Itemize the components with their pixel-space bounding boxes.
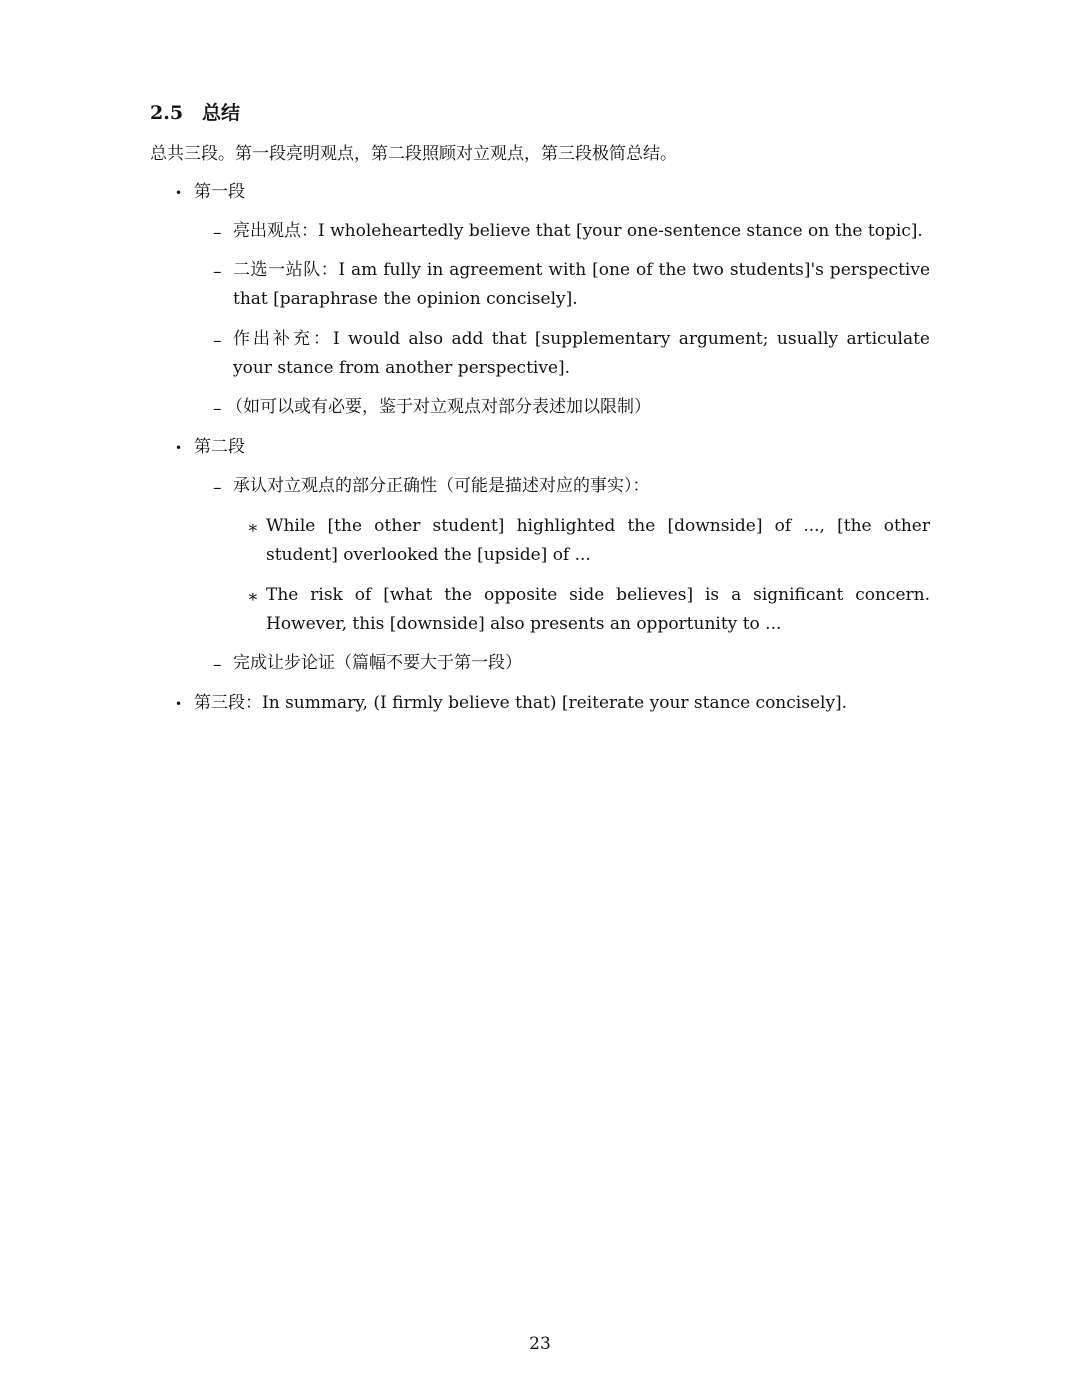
dash-marker: – bbox=[213, 399, 222, 419]
sub-item-supplement: 作出补充：I would also add that [supplementary argument; usually articulate your stance from another perspective]. bbox=[233, 329, 930, 378]
bullet-marker: • bbox=[175, 441, 183, 455]
section-number: 2.5 bbox=[150, 102, 184, 124]
sub-item-limitation: （如可以或有必要，鉴于对立观点对部分表述加以限制） bbox=[226, 397, 651, 417]
dash-marker: – bbox=[213, 655, 222, 675]
list-item-paragraph-3: 第三段：In summary, (I firmly believe that) [reiterate your stance concisely]. bbox=[194, 693, 848, 713]
bullet-marker: • bbox=[175, 186, 183, 200]
dash-marker: – bbox=[213, 223, 222, 243]
list-item-paragraph-2: 第二段 bbox=[194, 437, 245, 457]
dash-marker: – bbox=[213, 478, 222, 498]
star-marker: ∗ bbox=[247, 587, 259, 607]
dash-marker: – bbox=[213, 331, 222, 351]
star-marker: ∗ bbox=[247, 518, 259, 538]
section-title: 总结 bbox=[202, 102, 241, 124]
intro-paragraph: 总共三段。第一段亮明观点，第二段照顾对立观点，第三段极简总结。 bbox=[150, 144, 677, 164]
sub-item-concede: 承认对立观点的部分正确性（可能是描述对应的事实）： bbox=[233, 476, 650, 496]
example-sentence-2: The risk of [what the opposite side believes] is a significant concern. However, this [downside] also presents an opportunity to ... bbox=[266, 585, 930, 634]
page-number: 23 bbox=[529, 1334, 551, 1354]
dash-marker: – bbox=[213, 262, 222, 282]
sub-item-pick-side: 二选一站队：I am fully in agreement with [one of the two students]'s perspective that [paraphrase the opinion concisely]. bbox=[233, 260, 930, 309]
sub-item-state-stance: 亮出观点：I wholeheartedly believe that [your one-sentence stance on the topic]. bbox=[233, 221, 923, 241]
section-heading bbox=[150, 98, 240, 125]
sub-item-finish-concession: 完成让步论证（篇幅不要大于第一段） bbox=[233, 653, 522, 673]
bullet-marker: • bbox=[175, 697, 183, 711]
example-sentence-1: While [the other student] highlighted the [downside] of ..., [the other student] overlooked the [upside] of ... bbox=[266, 516, 930, 565]
list-item-paragraph-1: 第一段 bbox=[194, 182, 245, 202]
